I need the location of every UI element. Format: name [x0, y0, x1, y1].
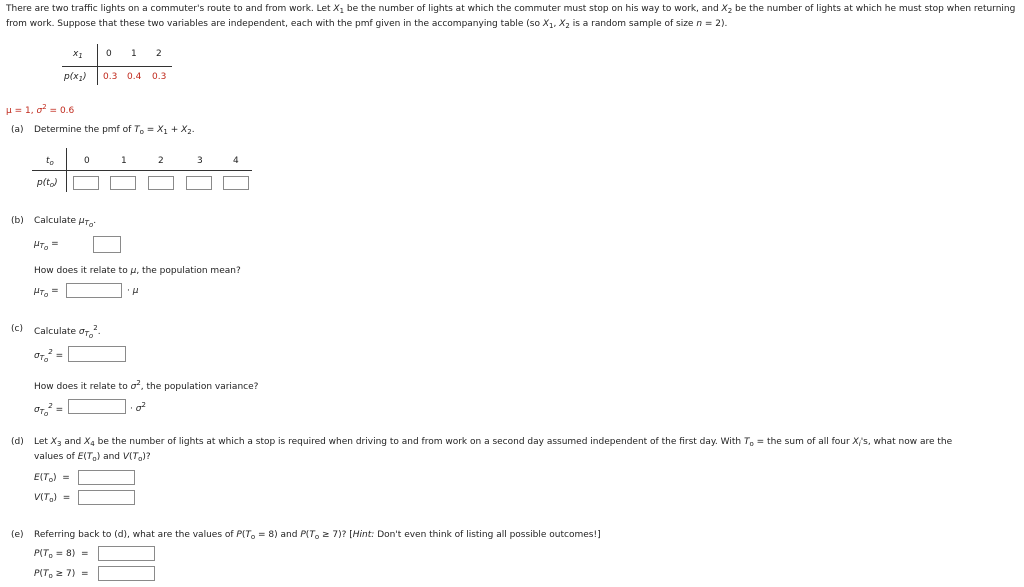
- p-to-8-label: $P(T_o = 8)$ =: [34, 549, 89, 560]
- mu-to-input[interactable]: [93, 236, 121, 253]
- p-to-1-input[interactable]: [110, 176, 136, 190]
- table-divider: [66, 148, 67, 192]
- e-to-input[interactable]: [78, 470, 135, 485]
- times-mu-label: · μ: [127, 286, 139, 296]
- p-to-ge-7-label: $P(T_o \ge 7)$ =: [34, 569, 89, 580]
- table-divider: [97, 44, 98, 85]
- mu-to-relation-label: $\mu_{T_o}$ =: [34, 286, 59, 299]
- p-to-0-input[interactable]: [73, 176, 99, 190]
- p-to-4-input[interactable]: [223, 176, 249, 190]
- part-d-text-cont: values of $E(T_o)$ and $V(T_o)$?: [34, 452, 151, 463]
- p-to-eq-8-input[interactable]: [98, 546, 155, 561]
- given-values: μ = 1, $\sigma^2 = 0.6$: [6, 103, 75, 116]
- pmf-x-value: 1: [131, 49, 137, 59]
- pto-header: $p(t_o)$: [37, 178, 58, 189]
- part-c-question: How does it relate to $\sigma^2$, the population variance?: [34, 379, 259, 392]
- part-d-label: (d): [11, 437, 24, 447]
- to-value: 0: [84, 156, 90, 166]
- table-divider: [32, 170, 252, 171]
- table-divider: [62, 66, 172, 67]
- part-c-text: Calculate $\sigma_{T_o}^2$.: [34, 324, 101, 340]
- part-c-label: (c): [11, 324, 23, 334]
- mu-relation-input[interactable]: [66, 283, 122, 298]
- pmf-p-value: 0.3: [152, 72, 167, 82]
- part-b-label: (b): [11, 216, 24, 226]
- to-value: 1: [121, 156, 127, 166]
- x1-header: $x_1$: [73, 49, 83, 60]
- pmf-x-value: 0: [106, 49, 112, 59]
- part-e-text: Referring back to (d), what are the values of $P(T_o = 8)$ and $P(T_o \ge 7)$? [Hint: Don't even think of listing all possible outcomes!]: [34, 530, 601, 541]
- p-to-ge-7-input[interactable]: [98, 566, 155, 581]
- part-a-text: Determine the pmf of $T_o = X_1 + X_2$.: [34, 125, 195, 136]
- sigma-to-relation-label: $\sigma_{T_o}^2$ =: [34, 402, 64, 418]
- part-a-label: (a): [11, 125, 24, 135]
- to-value: 2: [158, 156, 164, 166]
- times-sigma2-label: · $\sigma^2$: [130, 401, 146, 414]
- v-to-label: $V(T_o)$ =: [34, 493, 71, 504]
- part-b-text: Calculate $\mu_{T_o}$.: [34, 216, 97, 229]
- sigma2-to-input[interactable]: [68, 346, 126, 362]
- part-d-text: Let $X_3$ and $X_4$ be the number of lights at which a stop is required when driving to and from work on a second day assumed independent of the first day. With $T_o$ = the sum of all four $X_i's$, what now are the: [34, 437, 953, 448]
- sigma-relation-input[interactable]: [68, 399, 126, 414]
- pmf-p-value: 0.4: [127, 72, 142, 82]
- px1-header: $p(x_1)$: [64, 72, 87, 83]
- v-to-input[interactable]: [78, 490, 135, 505]
- e-to-label: $E(T_o)$ =: [34, 473, 70, 484]
- pmf-p-value: 0.3: [103, 72, 118, 82]
- part-b-question: How does it relate to μ, the population mean?: [34, 266, 241, 276]
- p-to-2-input[interactable]: [148, 176, 174, 190]
- pmf-x-value: 2: [156, 49, 162, 59]
- to-value: 3: [197, 156, 203, 166]
- p-to-3-input[interactable]: [186, 176, 212, 190]
- part-e-label: (e): [11, 530, 24, 540]
- problem-intro: There are two traffic lights on a commuter's route to and from work. Let $X_1$ be the number of lights at which the commuter must stop on his way to work, and $X_2$ be the number of lights at which he must stop when returning from work. Suppose that these two variables are independent, each with the pmf given in the accompanying table (so $X_1$, $X_2$ is a random sample of size n = 2).: [6, 4, 1016, 30]
- mu-to-label: $\mu_{T_o}$ =: [34, 239, 59, 252]
- to-header: $t_o$: [46, 156, 54, 167]
- to-value: 4: [233, 156, 239, 166]
- sigma-to-label: $\sigma_{T_o}^2$ =: [34, 348, 64, 364]
